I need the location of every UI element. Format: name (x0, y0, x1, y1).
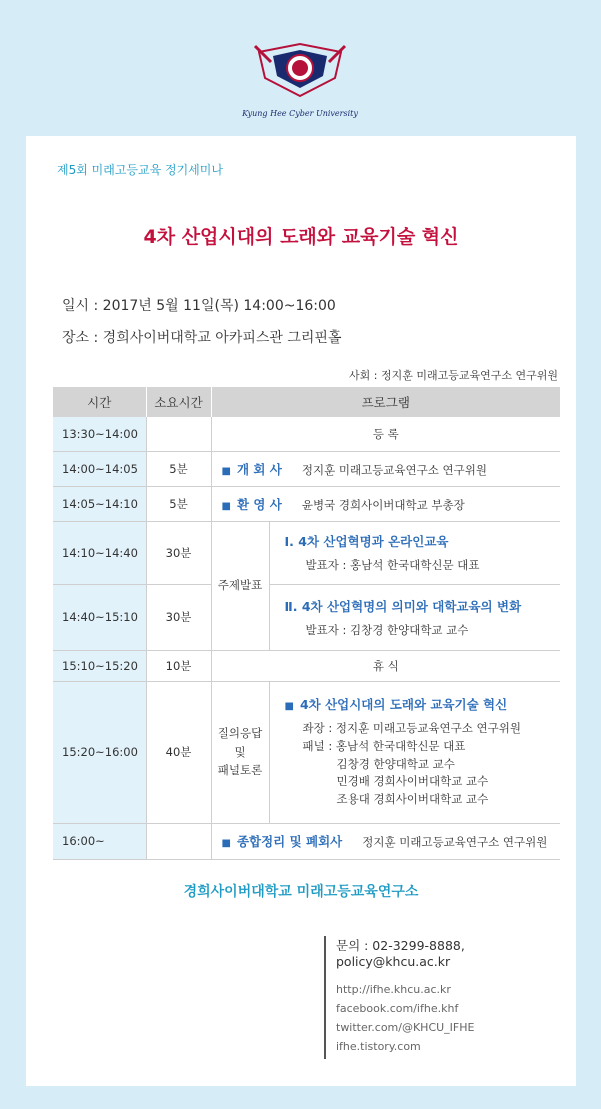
talk-title (270, 695, 561, 713)
row-program (211, 486, 560, 521)
seminar-title: 4차 산업시대의 도래와 교육기술 혁신 (143, 226, 459, 248)
bullet-icon: ■ (221, 838, 231, 849)
program-name: 환 영 사 (236, 496, 282, 512)
row-time: 13:30~14:00 (53, 417, 146, 451)
seminar-subtitle: 제5회 미래고등교육 정기세미나 (57, 163, 223, 177)
row-talk (269, 681, 560, 823)
program-person: 정지훈 미래고등교육연구소 연구위원 (301, 462, 487, 477)
row-time: 14:05~14:10 (53, 486, 146, 521)
row-time: 14:40~15:10 (53, 584, 146, 650)
table-row (53, 417, 560, 451)
moderator-line: 사회 : 정지훈 미래고등교육연구소 연구위원 (349, 369, 558, 382)
table-row (53, 486, 560, 521)
bullet-icon: ■ (284, 700, 294, 712)
row-time: 15:10~15:20 (53, 650, 146, 681)
program-name: 종합정리 및 폐회사 (236, 834, 343, 849)
talk-presenter: 발표자 : 홍남석 한국대학신문 대표 (305, 558, 480, 572)
row-category (211, 681, 269, 823)
talk-title: Ⅰ. 4차 산업혁명과 온라인교육 (284, 534, 449, 549)
twitter-link[interactable]: twitter.com/@KHCU_IFHE (336, 1021, 475, 1034)
category-line: 질의응답 (217, 726, 263, 741)
schedule-table (53, 387, 560, 860)
talk-title: Ⅱ. 4차 산업혁명의 의미와 대학교육의 변화 (284, 598, 522, 614)
row-duration (146, 417, 211, 451)
organizer-name: 경희사이버대학교 미래고등교육연구소 (183, 884, 419, 900)
row-time: 15:20~16:00 (53, 681, 146, 823)
table-row (53, 584, 560, 650)
contact-info: 문의 : 02-3299-8888, policy@khcu.ac.kr (336, 938, 465, 969)
university-logo (242, 38, 358, 126)
header-time: 시간 (53, 387, 146, 417)
table-row (53, 521, 560, 584)
program-person: 윤병국 경희사이버대학교 부총장 (301, 497, 465, 512)
row-program: 휴 식 (211, 650, 560, 681)
talk-presenter: 발표자 : 김창경 한양대학교 교수 (305, 622, 469, 637)
row-duration: 5분 (146, 486, 211, 521)
place-line: 장소 : 경희사이버대학교 아카피스관 그리핀홀 (62, 330, 342, 346)
table-row (53, 823, 560, 859)
panel-line: 김창경 한양대학교 교수 (336, 756, 455, 771)
talk-title-text: 4차 산업시대의 도래와 교육기술 혁신 (299, 696, 508, 712)
row-category: 주제발표 (211, 521, 269, 650)
table-header-row (53, 387, 560, 417)
panel-line: 좌장 : 정지훈 미래고등교육연구소 연구위원 (302, 720, 521, 735)
header-duration: 소요시간 (146, 387, 211, 417)
row-program (211, 823, 560, 859)
program-name: 개 회 사 (236, 461, 282, 477)
row-duration: 5분 (146, 451, 211, 486)
row-duration: 30분 (146, 584, 211, 650)
category-line: 패널토론 (217, 763, 263, 778)
panel-line: 조용대 경희사이버대학교 교수 (336, 792, 489, 807)
row-duration (146, 823, 211, 859)
row-program (211, 451, 560, 486)
row-time: 16:00~ (53, 823, 146, 859)
bullet-icon: ■ (221, 500, 231, 512)
row-talk (269, 521, 560, 584)
contact-block (324, 936, 576, 1059)
panel-line: 패널 : 홍남석 한국대학신문 대표 (302, 738, 466, 753)
row-program: 등 록 (211, 417, 560, 451)
program-person: 정지훈 미래고등교육연구소 연구위원 (362, 835, 548, 849)
row-duration: 30분 (146, 521, 211, 584)
bullet-icon: ■ (221, 465, 231, 477)
facebook-link[interactable]: facebook.com/ifhe.khf (336, 1002, 459, 1015)
date-line: 일시 : 2017년 5월 11일(목) 14:00~16:00 (62, 298, 336, 314)
panel-list (270, 720, 561, 809)
logo-text: Kyung Hee Cyber University (242, 109, 358, 118)
website-link[interactable]: http://ifhe.khcu.ac.kr (336, 983, 451, 996)
row-time: 14:10~14:40 (53, 521, 146, 584)
panel-line: 민경배 경희사이버대학교 교수 (336, 774, 489, 789)
header-program: 프로그램 (211, 387, 560, 417)
row-duration: 10분 (146, 650, 211, 681)
table-row (53, 650, 560, 681)
seminar-card (26, 136, 576, 1086)
table-row (53, 681, 560, 823)
table-row (53, 451, 560, 486)
category-line: 및 (234, 744, 246, 759)
blog-link[interactable]: ifhe.tistory.com (336, 1040, 421, 1053)
row-talk (269, 584, 560, 650)
row-time: 14:00~14:05 (53, 451, 146, 486)
row-duration: 40분 (146, 681, 211, 823)
